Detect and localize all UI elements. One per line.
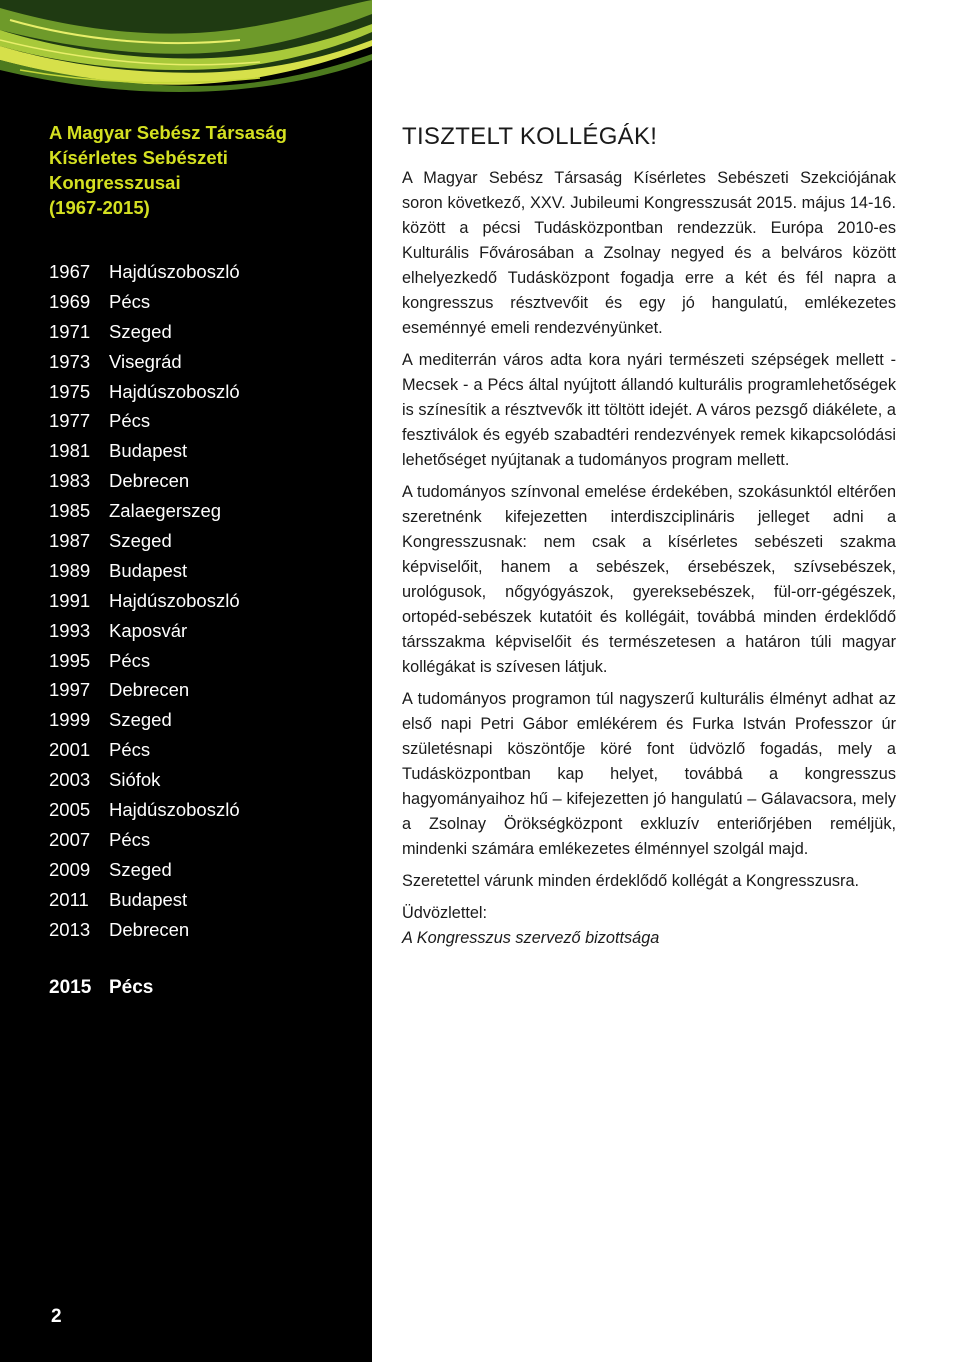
current-congress — [49, 973, 153, 1003]
title-line: Kísérletes Sebészeti — [49, 147, 228, 168]
congress-city: Budapest — [109, 440, 188, 462]
congress-item — [49, 735, 240, 765]
current-congress-year: 2015 — [49, 977, 92, 998]
congress-item — [49, 526, 240, 556]
congress-year: 1973 — [49, 350, 91, 372]
congress-item — [49, 705, 240, 735]
congress-year: 2001 — [49, 739, 91, 761]
congress-city: Hajdúszoboszló — [109, 799, 240, 821]
page-number: 2 — [51, 1306, 62, 1327]
congress-item — [49, 257, 240, 287]
letter-paragraph: Szeretettel várunk minden érdeklődő kollégát a Kongresszusra. — [402, 872, 860, 890]
congress-city: Pécs — [109, 828, 151, 850]
congress-item — [49, 586, 240, 616]
congress-item — [49, 436, 240, 466]
congress-year: 1971 — [49, 320, 91, 342]
congress-city: Pécs — [109, 649, 151, 671]
congress-year: 2005 — [49, 799, 91, 821]
congress-year: 1985 — [49, 500, 91, 522]
congress-year: 1977 — [49, 410, 91, 432]
decorative-wave-graphic — [0, 0, 372, 92]
congress-item — [49, 406, 240, 436]
letter-signature: A Kongresszus szervező bizottsága — [402, 929, 660, 947]
title-line: Kongresszusai — [49, 172, 181, 193]
congress-year: 2003 — [49, 769, 91, 791]
congress-year: 2011 — [49, 888, 89, 910]
congress-item — [49, 855, 240, 885]
congress-year: 1995 — [49, 649, 91, 671]
congress-year: 1981 — [49, 440, 91, 462]
congress-city: Pécs — [109, 739, 151, 761]
congress-item — [49, 466, 240, 496]
congress-city: Szeged — [109, 709, 172, 731]
congress-item — [49, 287, 240, 317]
congress-city: Debrecen — [109, 679, 190, 701]
congress-item — [49, 377, 240, 407]
congress-year: 1993 — [49, 619, 91, 641]
congress-item — [49, 317, 240, 347]
sidebar — [0, 0, 372, 1362]
congress-city: Siófok — [109, 769, 161, 791]
congress-city: Szeged — [109, 858, 172, 880]
congress-item — [49, 915, 240, 945]
letter-paragraph: A Magyar Sebész Társaság Kísérletes Sebészeti Szekciójának soron következő, XXV. Jubileumi Kongresszusát 2015. május 14-16. között a pécsi Tudásközpontban rendezzük. Európa 2010-es Kulturális Fővárosában a Zsolnay negyed és a belváros között elhelyezkedő Tudásközpont fogadja erre a két és fél napra a kongresszus résztvevőit és egy jó hangulatú, emlékezetes eseménnyé emeli rendezvényünket. — [402, 169, 896, 337]
congress-city: Budapest — [109, 559, 188, 581]
congress-city: Szeged — [109, 530, 172, 552]
congress-city: Hajdúszoboszló — [109, 261, 240, 282]
congress-item — [49, 496, 240, 526]
congress-item — [49, 675, 240, 705]
letter-paragraph: A tudományos programon túl nagyszerű kulturális élményt adhat az első napi Petri Gábor emlékérem és Furka István Professzor úr születésnapi köszöntője köré font üdvözlő fogadás, mely a Tudásközpontban kap helyet, továbbá a kongresszus hagyományaihoz hű – kifejezetten jó hangulatú – Gálavacsora, mely a Zsolnay Örökségközpont exkluzív enteriőrjében reméljük, mindenki számára emlékezetes élménnyel szolgál majd. — [402, 690, 896, 858]
current-congress-city: Pécs — [109, 977, 154, 998]
congress-city: Pécs — [109, 410, 151, 432]
congress-year: 1983 — [49, 470, 91, 492]
congress-city: Hajdúszoboszló — [109, 380, 240, 402]
congress-item — [49, 347, 240, 377]
congress-city: Szeged — [109, 320, 172, 342]
congress-item — [49, 825, 240, 855]
congress-year: 2009 — [49, 858, 91, 880]
congress-item — [49, 795, 240, 825]
congress-list — [49, 257, 240, 944]
congress-item — [49, 556, 240, 586]
congress-year: 1989 — [49, 559, 91, 581]
congress-city: Hajdúszoboszló — [109, 589, 240, 611]
congress-year: 2013 — [49, 918, 91, 940]
title-line: A Magyar Sebész Társaság — [49, 122, 287, 143]
congress-city: Pécs — [109, 290, 151, 312]
title-line: (1967-2015) — [49, 197, 150, 218]
congress-year: 1987 — [49, 530, 91, 552]
congress-year: 1997 — [49, 679, 91, 701]
congress-year: 1991 — [49, 589, 91, 611]
letter-paragraph: A tudományos színvonal emelése érdekében, szokásunktól eltérően szeretnénk kifejezetten interdiszciplináris jelleget adni a Kongresszusnak: nem csak a kísérletes sebészeti szakma képviselőit, hanem a sebészek, érsebészek, szívsebészek, urológusok, nőgyógyászok, gyereksebészek, fül-orr-gégészek, ortopéd-sebészek kutatóit és kollégáit, továbbá minden érdeklődő társszakma képviselőit és természetesen a határon túli magyar kollégákat is szívesen látjuk. — [402, 483, 896, 676]
congress-year: 1969 — [49, 290, 91, 312]
congress-city: Visegrád — [109, 350, 182, 372]
congress-year: 1999 — [49, 709, 91, 731]
congress-city: Debrecen — [109, 470, 190, 492]
congress-city: Debrecen — [109, 918, 190, 940]
letter-paragraph: A mediterrán város adta kora nyári természeti szépségek mellett - Mecsek - a Pécs által nyújtott állandó kulturális programlehetőségek is színesítik a résztvevők itt töltött idejét. A város pezsgő diákélete, a fesztiválok és egyéb szabadtéri rendezvények remek kikapcsolódási lehetőséget nyújtanak a tudományos program mellett. — [402, 351, 896, 469]
congress-year: 1975 — [49, 380, 91, 402]
congress-item — [49, 646, 240, 676]
congress-year: 2007 — [49, 828, 91, 850]
congress-item — [49, 616, 240, 646]
congress-city: Kaposvár — [109, 619, 188, 641]
congress-item — [49, 765, 240, 795]
congress-city: Budapest — [109, 888, 188, 910]
congress-item — [49, 885, 240, 915]
congress-year: 1967 — [49, 261, 91, 282]
letter-greeting: Üdvözlettel: — [402, 904, 488, 922]
congress-history-title — [49, 120, 349, 220]
congress-city: Zalaegerszeg — [109, 500, 222, 522]
welcome-letter — [402, 122, 896, 951]
letter-heading: TISZTELT KOLLÉGÁK! — [402, 123, 658, 150]
